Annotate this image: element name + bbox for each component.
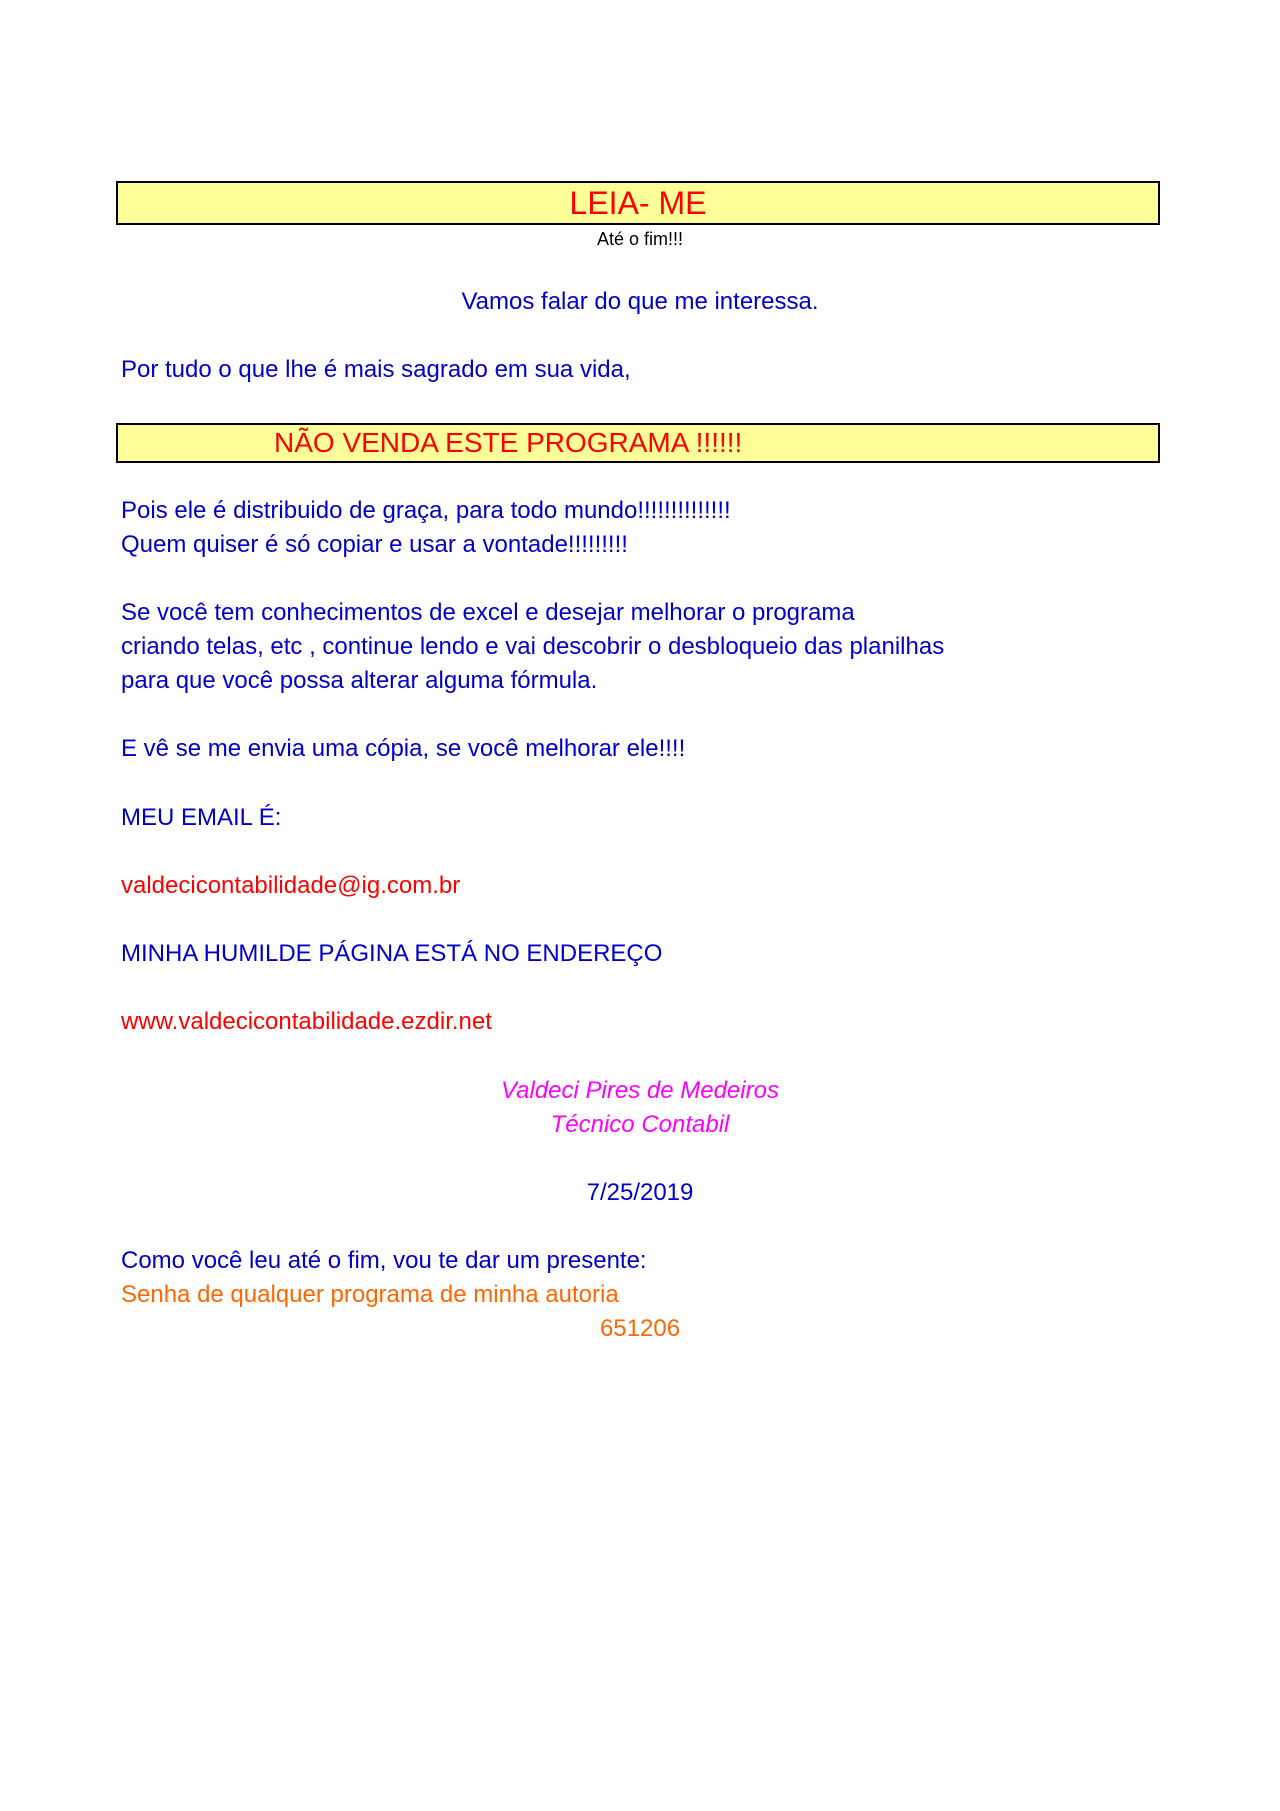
unlock-sheets-line: criando telas, etc , continue lendo e vai descobrir o desbloqueio das planilhas — [121, 633, 945, 660]
warning-text: NÃO VENDA ESTE PROGRAMA !!!!!! — [274, 427, 743, 458]
request-copy-text: E vê se me envia uma cópia, se você melhorar ele!!!! — [121, 735, 686, 762]
author-name: Valdeci Pires de Medeiros — [501, 1077, 779, 1104]
copy-use-line: Quem quiser é só copiar e usar a vontade!!!!!!!!! — [121, 531, 628, 558]
password-label: Senha de qualquer programa de minha autoria — [121, 1281, 619, 1308]
alter-formula-line: para que você possa alterar alguma fórmula. — [121, 667, 598, 694]
subtitle: Até o fim!!! — [596, 229, 684, 249]
password-value: 651206 — [599, 1315, 681, 1342]
warning-banner — [116, 423, 1160, 463]
page-label: MINHA HUMILDE PÁGINA ESTÁ NO ENDEREÇO — [121, 940, 663, 967]
title-banner — [116, 181, 1160, 225]
email-label: MEU EMAIL É: — [121, 804, 282, 831]
free-distribution-line: Pois ele é distribuido de graça, para todo mundo!!!!!!!!!!!!!! — [121, 497, 731, 524]
document-date: 7/25/2019 — [586, 1179, 694, 1206]
website-link[interactable]: www.valdecicontabilidade.ezdir.net — [121, 1008, 492, 1035]
intro-text: Vamos falar do que me interessa. — [461, 288, 819, 315]
plea-text: Por tudo o que lhe é mais sagrado em sua vida, — [121, 356, 631, 383]
email-address[interactable]: valdecicontabilidade@ig.com.br — [121, 872, 461, 899]
author-role: Técnico Contabil — [550, 1111, 730, 1138]
excel-knowledge-line: Se você tem conhecimentos de excel e desejar melhorar o programa — [121, 599, 855, 626]
page-title: LEIA- ME — [569, 185, 707, 221]
gift-text: Como você leu até o fim, vou te dar um presente: — [121, 1247, 647, 1274]
